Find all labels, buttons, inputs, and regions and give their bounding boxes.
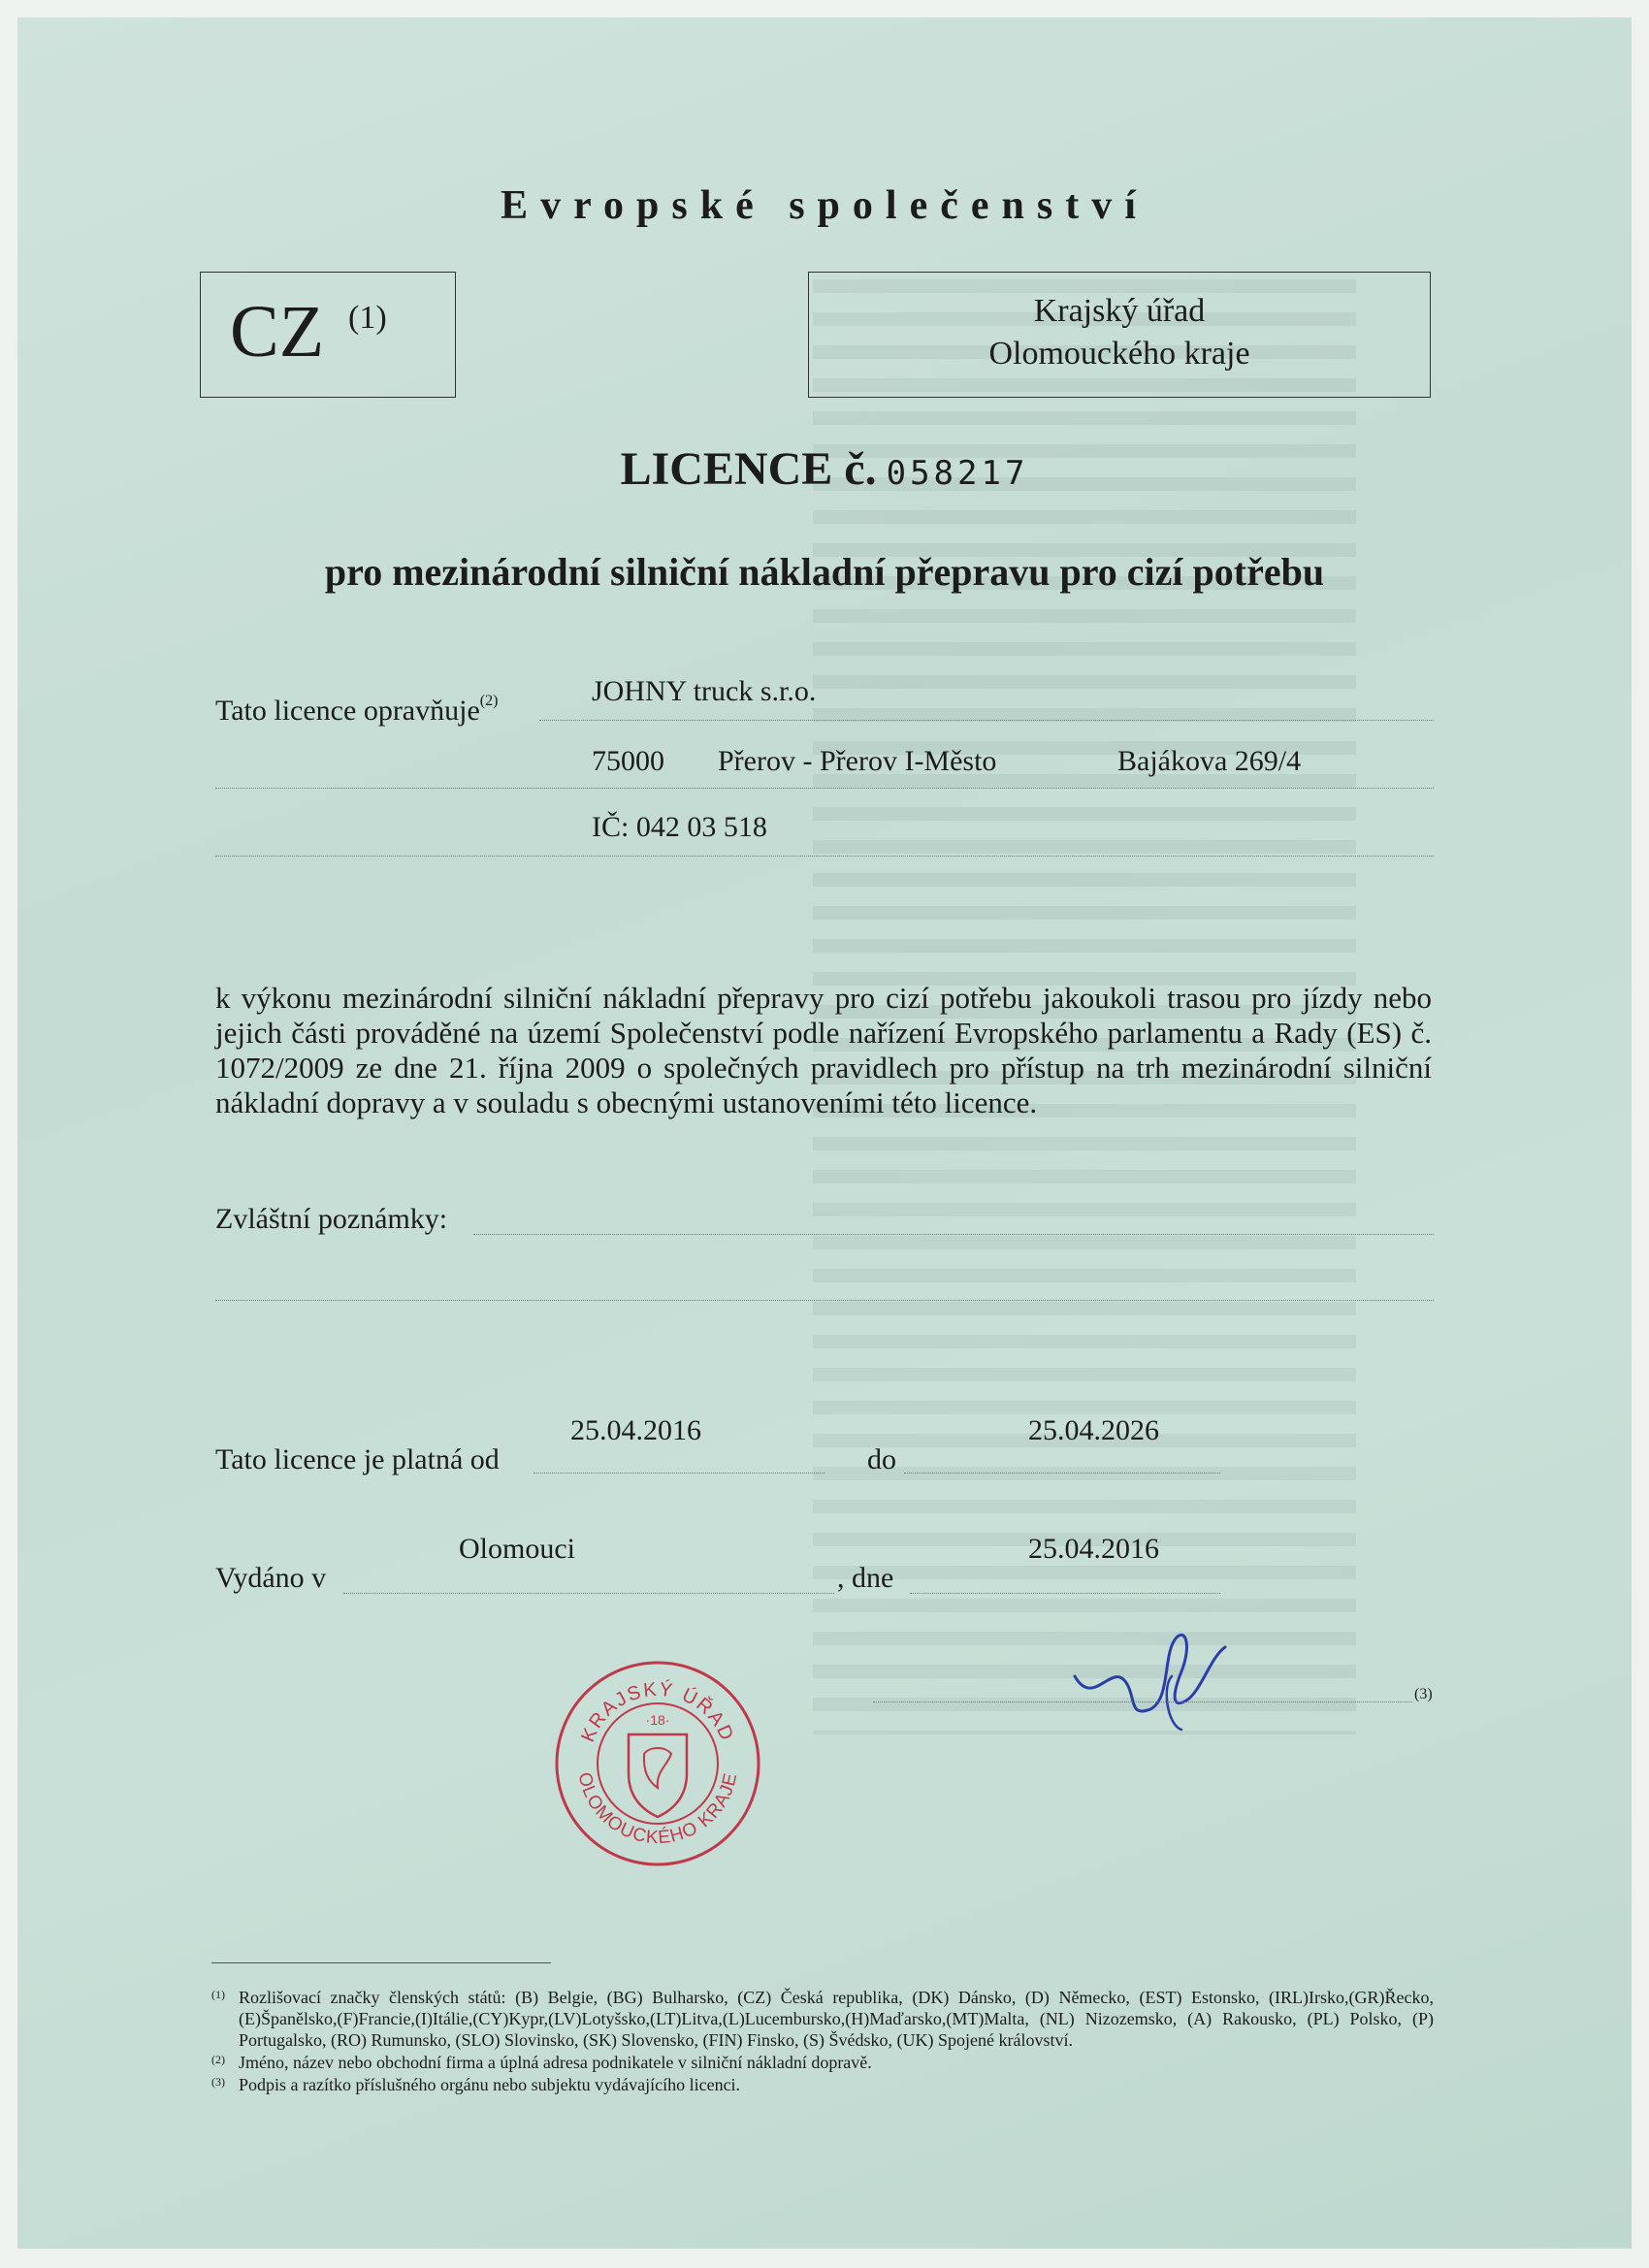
country-footnote-ref: (1): [348, 300, 387, 336]
signature-mark: [1055, 1618, 1259, 1734]
authority-line-2: Olomouckého kraje: [988, 336, 1250, 372]
svg-text:KRAJSKÝ ÚŘAD: KRAJSKÝ ÚŘAD: [577, 1678, 738, 1746]
holder-label: [215, 695, 498, 728]
holder-ic: IČ: 042 03 518: [592, 811, 767, 843]
official-stamp: [551, 1657, 764, 1870]
footnote-separator: [211, 1962, 551, 1963]
holder-name: JOHNY truck s.r.o.: [592, 675, 817, 707]
signature-footnote-ref: (3): [1414, 1686, 1433, 1702]
holder-footnote-ref: (2): [479, 693, 499, 709]
footnote-2-text: Jméno, název nebo obchodní firma a úplná adresa podnikatele v silniční nákladní dopravě.: [239, 2053, 872, 2072]
validity-from-rule: [534, 1473, 824, 1474]
remarks-rule-2: [215, 1300, 1434, 1301]
footnote-1-text: Rozlišovací značky členských států: (B) Belgie, (BG) Bulharsko, (CZ) Česká republika, (DK) Dánsko, (D) Německo, (EST) Estonsko, (IRL)Irsko,(GR)Řecko,(E)Španělsko,(F)Francie,(I)Itálie,(CY)Kypr,(LV)Lotyšsko,(LT)Litva,(L)Lucembursko,(H)Maďarsko,(MT)Malta, (NL) Nizozemsko, (A) Rakousko, (PL) Polsko, (P) Portugalsko, (RO) Rumunsko, (SLO) Slovinsko, (SK) Slovensko, (FIN) Finsko, (S) Švédsko, (UK) Spojené království.: [239, 1988, 1434, 2050]
remarks-rule-1: [473, 1234, 1434, 1235]
country-code: CZ: [230, 291, 325, 373]
svg-text:OLOMOUCKÉHO KRAJE: OLOMOUCKÉHO KRAJE: [573, 1770, 742, 1849]
footnote-2: [211, 2052, 1434, 2073]
licence-body-text: k výkonu mezinárodní silniční nákladní přepravy pro cizí potřebu jakoukoli trasou pro jízdy nebo jejich části prováděné na území Společenství podle nařízení Evropského parlamentu a Rady (ES) č. 1072/2009 ze dne 21. října 2009 o společných pravidlech pro přístup na trh mezinárodní silniční nákladní dopravy a v souladu s obecnými ustanoveními této licence.: [215, 981, 1432, 1119]
licence-number-line: [17, 442, 1632, 496]
document-heading: Evropské společenství: [501, 183, 1148, 228]
holder-name-rule: [539, 720, 1434, 721]
footnotes: [211, 1987, 1434, 2096]
issued-in-label: Vydáno v: [215, 1562, 327, 1594]
issued-place-rule: [343, 1593, 834, 1594]
holder-ic-rule: [215, 856, 1434, 857]
validity-to-rule: [904, 1473, 1220, 1474]
validity-from-date: 25.04.2016: [570, 1414, 701, 1446]
footnote-1: [211, 1987, 1434, 2051]
issued-place: Olomouci: [459, 1533, 575, 1565]
holder-postcode: 75000: [592, 745, 664, 777]
country-code-box: [200, 272, 456, 398]
licence-document: [17, 17, 1632, 2249]
footnote-3-mark: (3): [211, 2075, 225, 2089]
licence-label: LICENCE č.: [620, 443, 877, 495]
svg-text:·18·: ·18·: [645, 1712, 670, 1728]
holder-label-text: Tato licence opravňuje: [215, 695, 480, 727]
issued-date-label: , dne: [837, 1562, 894, 1594]
validity-to-date: 25.04.2026: [1028, 1414, 1159, 1446]
signature-rule: [873, 1701, 1412, 1702]
holder-address-rule: [215, 788, 1434, 789]
remarks-label: Zvláštní poznámky:: [215, 1203, 448, 1235]
authority-line-1: Krajský úřad: [1033, 293, 1206, 329]
footnote-2-mark: (2): [211, 2053, 225, 2066]
footnote-1-mark: (1): [211, 1988, 225, 2001]
holder-city: Přerov - Přerov I-Město: [718, 745, 997, 777]
holder-street: Bajákova 269/4: [1117, 745, 1302, 777]
licence-subtitle: pro mezinárodní silniční nákladní přepravu pro cizí potřebu: [324, 550, 1325, 594]
issued-date-rule: [910, 1593, 1220, 1594]
footnote-3-text: Podpis a razítko příslušného orgánu nebo subjektu vydávajícího licenci.: [239, 2075, 741, 2094]
issued-date: 25.04.2016: [1028, 1533, 1159, 1565]
validity-to-label: do: [867, 1443, 896, 1475]
issuing-authority-box: [808, 272, 1431, 398]
footnote-3: [211, 2074, 1434, 2095]
validity-from-label: Tato licence je platná od: [215, 1443, 500, 1475]
licence-number: 058217: [886, 454, 1029, 493]
